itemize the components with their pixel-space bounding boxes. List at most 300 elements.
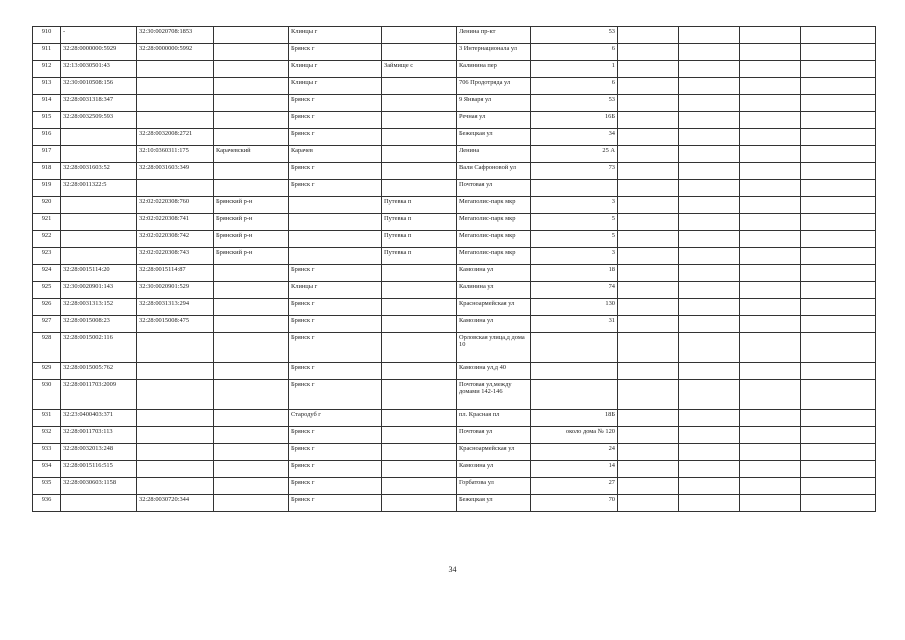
table-cell-c1: 32:28:0030603:1158 xyxy=(61,478,137,495)
table-cell-c4: Брянск г xyxy=(289,363,382,380)
table-cell-c6: Почтовая ул xyxy=(457,180,531,197)
table-cell-empty xyxy=(801,129,876,146)
table-cell-c4: Брянск г xyxy=(289,478,382,495)
table-cell-c6: Почтовая ул,между домами 142-146 xyxy=(457,380,531,410)
table-cell-c7: 25 А xyxy=(531,146,618,163)
table-cell-empty xyxy=(679,316,740,333)
table-cell-c4: Брянск г xyxy=(289,444,382,461)
table-cell-c7: 74 xyxy=(531,282,618,299)
table-cell-c6: Почтовая ул xyxy=(457,427,531,444)
table-cell-c7: 53 xyxy=(531,27,618,44)
table-cell-c6: Калинина пер xyxy=(457,61,531,78)
table-cell-c4: Брянск г xyxy=(289,461,382,478)
table-cell-c2 xyxy=(137,95,214,112)
table-cell-empty xyxy=(801,27,876,44)
table-cell-empty xyxy=(618,214,679,231)
table-cell-empty xyxy=(618,61,679,78)
table-row xyxy=(33,112,876,129)
table-cell-c1 xyxy=(61,248,137,265)
table-cell-empty xyxy=(679,146,740,163)
table-cell-c7: около дома № 120 xyxy=(531,427,618,444)
table-cell-c1: 32:28:0015008:23 xyxy=(61,316,137,333)
table-cell-empty xyxy=(801,333,876,363)
table-cell-n: 912 xyxy=(33,61,61,78)
table-cell-empty xyxy=(801,231,876,248)
table-cell-c6: Камозина ул xyxy=(457,316,531,333)
table-cell-empty xyxy=(618,231,679,248)
table-cell-n: 929 xyxy=(33,363,61,380)
table-cell-c7: 1 xyxy=(531,61,618,78)
table-cell-c6: Мегаполис-парк мкр xyxy=(457,197,531,214)
table-cell-empty xyxy=(618,248,679,265)
table-cell-c5: Займище с xyxy=(382,61,457,78)
table-cell-c4 xyxy=(289,214,382,231)
table-cell-empty xyxy=(679,248,740,265)
table-cell-empty xyxy=(801,363,876,380)
table-cell-empty xyxy=(679,444,740,461)
table-row xyxy=(33,363,876,380)
table-cell-empty xyxy=(801,495,876,512)
table-row xyxy=(33,248,876,265)
table-cell-empty xyxy=(618,299,679,316)
table-cell-n: 928 xyxy=(33,333,61,363)
table-cell-empty xyxy=(740,282,801,299)
table-cell-c7: 27 xyxy=(531,478,618,495)
table-cell-empty xyxy=(740,231,801,248)
table-cell-c7: 5 xyxy=(531,231,618,248)
table-cell-empty xyxy=(740,363,801,380)
table-cell-c6: Красноармейская ул xyxy=(457,299,531,316)
table-cell-c3 xyxy=(214,180,289,197)
table-cell-empty xyxy=(801,44,876,61)
table-cell-empty xyxy=(801,410,876,427)
table-cell-c5: Путевка п xyxy=(382,214,457,231)
table-cell-c6: Камозина ул,д 40 xyxy=(457,363,531,380)
table-cell-c3 xyxy=(214,333,289,363)
table-cell-c7: 70 xyxy=(531,495,618,512)
table-cell-empty xyxy=(618,363,679,380)
table-cell-empty xyxy=(618,95,679,112)
table-cell-empty xyxy=(740,129,801,146)
table-cell-c2 xyxy=(137,427,214,444)
table-cell-empty xyxy=(740,44,801,61)
table-cell-c4: Стародуб г xyxy=(289,410,382,427)
table-cell-empty xyxy=(740,410,801,427)
table-cell-n: 911 xyxy=(33,44,61,61)
table-cell-c7: 130 xyxy=(531,299,618,316)
table-cell-n: 917 xyxy=(33,146,61,163)
table-cell-c5 xyxy=(382,78,457,95)
table-cell-c4: Брянск г xyxy=(289,163,382,180)
table-cell-empty xyxy=(618,146,679,163)
table-cell-c4: Клинцы г xyxy=(289,27,382,44)
table-cell-c1: 32:28:0015116:515 xyxy=(61,461,137,478)
table-cell-c3: Карачевский xyxy=(214,146,289,163)
table-cell-c2 xyxy=(137,410,214,427)
table-cell-n: 925 xyxy=(33,282,61,299)
table-cell-c2: 32:28:0015114:87 xyxy=(137,265,214,282)
table-cell-empty xyxy=(801,78,876,95)
table-cell-empty xyxy=(679,363,740,380)
table-cell-c1: 32:28:0032509:593 xyxy=(61,112,137,129)
table-cell-empty xyxy=(679,214,740,231)
table-cell-c5 xyxy=(382,265,457,282)
table-cell-c3 xyxy=(214,112,289,129)
table-cell-c5 xyxy=(382,112,457,129)
table-cell-empty xyxy=(801,380,876,410)
table-cell-n: 931 xyxy=(33,410,61,427)
table-cell-empty xyxy=(679,478,740,495)
table-cell-c3 xyxy=(214,410,289,427)
table-cell-c5 xyxy=(382,495,457,512)
table-cell-c7: 14 xyxy=(531,461,618,478)
table-cell-c1: 32:28:0015002:116 xyxy=(61,333,137,363)
table-row xyxy=(33,214,876,231)
table-cell-n: 913 xyxy=(33,78,61,95)
table-cell-c2 xyxy=(137,180,214,197)
table-cell-c3 xyxy=(214,61,289,78)
table-cell-empty xyxy=(618,27,679,44)
table-cell-c7: 18 xyxy=(531,265,618,282)
table-cell-c4 xyxy=(289,248,382,265)
table-row xyxy=(33,27,876,44)
table-cell-empty xyxy=(740,333,801,363)
table-cell-c2 xyxy=(137,112,214,129)
table-cell-c1: 32:28:0015005:762 xyxy=(61,363,137,380)
table-cell-c6: Красноармейская ул xyxy=(457,444,531,461)
table-row xyxy=(33,427,876,444)
table-cell-c1: - xyxy=(61,27,137,44)
table-cell-empty xyxy=(801,180,876,197)
table-cell-n: 924 xyxy=(33,265,61,282)
table-cell-c3 xyxy=(214,461,289,478)
table-cell-empty xyxy=(618,44,679,61)
table-cell-c1: 32:28:0032013:248 xyxy=(61,444,137,461)
table-cell-empty xyxy=(618,129,679,146)
table-cell-c4: Карачев xyxy=(289,146,382,163)
table-cell-n: 930 xyxy=(33,380,61,410)
table-cell-empty xyxy=(679,410,740,427)
table-cell-empty xyxy=(740,265,801,282)
table-cell-c4: Клинцы г xyxy=(289,61,382,78)
table-cell-empty xyxy=(740,461,801,478)
table-cell-c3 xyxy=(214,265,289,282)
table-cell-n: 915 xyxy=(33,112,61,129)
table-cell-c3 xyxy=(214,44,289,61)
table-cell-empty xyxy=(801,163,876,180)
table-cell-c6: 9 Января ул xyxy=(457,95,531,112)
table-cell-c3 xyxy=(214,282,289,299)
table-cell-c6: Орловская улица,д дома 10 xyxy=(457,333,531,363)
table-cell-n: 936 xyxy=(33,495,61,512)
table-cell-c3: Брянский р-н xyxy=(214,231,289,248)
table-cell-empty xyxy=(679,197,740,214)
table-cell-c1: 32:23:0400403:371 xyxy=(61,410,137,427)
table-cell-c4: Брянск г xyxy=(289,180,382,197)
table-cell-c4 xyxy=(289,197,382,214)
table-cell-c3 xyxy=(214,495,289,512)
table-cell-empty xyxy=(740,27,801,44)
table-cell-c6: Мегаполис-парк мкр xyxy=(457,231,531,248)
table-cell-empty xyxy=(618,427,679,444)
table-cell-c2: 32:28:0015008:475 xyxy=(137,316,214,333)
table-cell-empty xyxy=(679,112,740,129)
table-cell-c6: Ленина xyxy=(457,146,531,163)
table-cell-empty xyxy=(801,299,876,316)
table-cell-c1: 32:13:0030501:43 xyxy=(61,61,137,78)
table-cell-n: 935 xyxy=(33,478,61,495)
table-cell-n: 932 xyxy=(33,427,61,444)
table-cell-c1: 32:28:0015114:20 xyxy=(61,265,137,282)
table-cell-c5 xyxy=(382,146,457,163)
table-cell-n: 927 xyxy=(33,316,61,333)
table-cell-empty xyxy=(740,163,801,180)
table-cell-empty xyxy=(618,380,679,410)
table-cell-empty xyxy=(740,180,801,197)
table-cell-empty xyxy=(801,95,876,112)
table-cell-empty xyxy=(740,444,801,461)
table-cell-empty xyxy=(679,180,740,197)
table-cell-c4: Брянск г xyxy=(289,299,382,316)
table-cell-c3 xyxy=(214,163,289,180)
table-row xyxy=(33,95,876,112)
table-cell-n: 933 xyxy=(33,444,61,461)
table-cell-c7: 6 xyxy=(531,44,618,61)
table-cell-c5: Путевка п xyxy=(382,231,457,248)
table-cell-c4: Брянск г xyxy=(289,95,382,112)
table-cell-c4: Брянск г xyxy=(289,316,382,333)
table-cell-c1: 32:30:0020901:143 xyxy=(61,282,137,299)
table-cell-empty xyxy=(740,112,801,129)
document-sheet xyxy=(32,26,875,512)
table-cell-c5 xyxy=(382,44,457,61)
table-cell-empty xyxy=(801,444,876,461)
table-cell-c3: Брянский р-н xyxy=(214,248,289,265)
table-cell-c1 xyxy=(61,129,137,146)
table-cell-c7: 24 xyxy=(531,444,618,461)
table-cell-c2 xyxy=(137,78,214,95)
table-cell-c1: 32:30:0010508:156 xyxy=(61,78,137,95)
table-cell-c2: 32:02:0220308:743 xyxy=(137,248,214,265)
table-cell-empty xyxy=(679,282,740,299)
table-cell-c7: 34 xyxy=(531,129,618,146)
table-cell-n: 910 xyxy=(33,27,61,44)
table-row xyxy=(33,197,876,214)
table-cell-c3 xyxy=(214,78,289,95)
table-cell-empty xyxy=(679,95,740,112)
table-row xyxy=(33,333,876,363)
table-cell-empty xyxy=(618,316,679,333)
table-cell-c6: 706 Продотряда ул xyxy=(457,78,531,95)
table-cell-empty xyxy=(679,265,740,282)
table-cell-c2: 32:28:0031313:294 xyxy=(137,299,214,316)
table-row xyxy=(33,129,876,146)
table-cell-empty xyxy=(801,214,876,231)
table-cell-c7: 16Б xyxy=(531,112,618,129)
table-cell-empty xyxy=(679,461,740,478)
table-cell-empty xyxy=(679,495,740,512)
table-cell-empty xyxy=(801,461,876,478)
table-cell-c5 xyxy=(382,316,457,333)
table-cell-c3 xyxy=(214,95,289,112)
table-cell-empty xyxy=(801,316,876,333)
table-cell-c6: Мегаполис-парк мкр xyxy=(457,248,531,265)
table-row xyxy=(33,78,876,95)
table-cell-c2: 32:10:0360311:175 xyxy=(137,146,214,163)
table-cell-c2: 32:02:0220308:741 xyxy=(137,214,214,231)
table-cell-c2 xyxy=(137,363,214,380)
table-cell-c2: 32:02:0220308:742 xyxy=(137,231,214,248)
table-cell-empty xyxy=(801,265,876,282)
table-cell-c2 xyxy=(137,478,214,495)
table-cell-c2 xyxy=(137,444,214,461)
table-cell-empty xyxy=(679,129,740,146)
table-cell-empty xyxy=(801,61,876,78)
table-cell-c7 xyxy=(531,180,618,197)
table-cell-c3: Брянский р-н xyxy=(214,214,289,231)
table-cell-c2: 32:30:0020901:529 xyxy=(137,282,214,299)
table-row xyxy=(33,146,876,163)
table-cell-c1 xyxy=(61,495,137,512)
table-cell-empty xyxy=(740,478,801,495)
table-cell-empty xyxy=(801,146,876,163)
table-cell-c6: Вали Сафроновой ул xyxy=(457,163,531,180)
table-row xyxy=(33,299,876,316)
table-cell-c3 xyxy=(214,299,289,316)
table-body xyxy=(33,27,876,512)
table-cell-c5: Путевка п xyxy=(382,248,457,265)
registry-table xyxy=(32,26,876,512)
table-cell-c2 xyxy=(137,461,214,478)
table-cell-empty xyxy=(740,248,801,265)
table-cell-empty xyxy=(740,316,801,333)
table-cell-empty xyxy=(801,197,876,214)
table-cell-c4: Брянск г xyxy=(289,44,382,61)
table-cell-c1: 32:28:0031313:152 xyxy=(61,299,137,316)
table-cell-c4: Брянск г xyxy=(289,129,382,146)
table-cell-c5: Путевка п xyxy=(382,197,457,214)
table-cell-c1 xyxy=(61,197,137,214)
table-cell-c6: Бежецкая ул xyxy=(457,129,531,146)
table-cell-n: 926 xyxy=(33,299,61,316)
table-cell-empty xyxy=(740,495,801,512)
table-cell-empty xyxy=(740,95,801,112)
table-cell-c1 xyxy=(61,214,137,231)
table-cell-c1: 32:28:0011703:113 xyxy=(61,427,137,444)
table-row xyxy=(33,180,876,197)
table-cell-c4: Брянск г xyxy=(289,495,382,512)
table-cell-c7: 73 xyxy=(531,163,618,180)
table-cell-c5 xyxy=(382,444,457,461)
table-cell-c2 xyxy=(137,333,214,363)
table-cell-n: 916 xyxy=(33,129,61,146)
table-cell-c5 xyxy=(382,478,457,495)
table-cell-empty xyxy=(618,180,679,197)
table-cell-c7 xyxy=(531,363,618,380)
table-cell-c3 xyxy=(214,380,289,410)
table-cell-c7 xyxy=(531,333,618,363)
table-cell-empty xyxy=(618,265,679,282)
table-row xyxy=(33,61,876,78)
table-cell-empty xyxy=(618,78,679,95)
table-cell-empty xyxy=(801,427,876,444)
table-cell-c2: 32:28:0030720:344 xyxy=(137,495,214,512)
table-cell-c1: 32:28:0031603:52 xyxy=(61,163,137,180)
table-cell-empty xyxy=(679,380,740,410)
table-cell-c7: 53 xyxy=(531,95,618,112)
table-cell-empty xyxy=(618,333,679,363)
table-cell-empty xyxy=(679,61,740,78)
table-cell-empty xyxy=(740,380,801,410)
table-cell-c3 xyxy=(214,27,289,44)
table-cell-c5 xyxy=(382,333,457,363)
table-cell-c7: 3 xyxy=(531,248,618,265)
table-row xyxy=(33,44,876,61)
table-cell-c7: 5 xyxy=(531,214,618,231)
table-cell-c5 xyxy=(382,27,457,44)
table-cell-empty xyxy=(618,495,679,512)
table-cell-empty xyxy=(801,112,876,129)
table-cell-c6: Бежецкая ул xyxy=(457,495,531,512)
table-cell-c6: Речная ул xyxy=(457,112,531,129)
table-cell-c4: Брянск г xyxy=(289,427,382,444)
table-cell-c5 xyxy=(382,363,457,380)
table-cell-c3 xyxy=(214,427,289,444)
table-cell-c2: 32:28:0000000:5992 xyxy=(137,44,214,61)
table-cell-empty xyxy=(740,61,801,78)
table-row xyxy=(33,461,876,478)
table-cell-c1 xyxy=(61,146,137,163)
table-row xyxy=(33,380,876,410)
table-cell-empty xyxy=(740,146,801,163)
table-cell-c1: 32:28:0011322:5 xyxy=(61,180,137,197)
table-cell-n: 919 xyxy=(33,180,61,197)
table-cell-n: 920 xyxy=(33,197,61,214)
table-cell-empty xyxy=(740,427,801,444)
table-cell-c6: Ленина пр-кт xyxy=(457,27,531,44)
table-cell-empty xyxy=(618,478,679,495)
table-cell-c5 xyxy=(382,299,457,316)
table-cell-c6: Камозина ул xyxy=(457,265,531,282)
table-cell-c7: 6 xyxy=(531,78,618,95)
table-cell-c4: Брянск г xyxy=(289,265,382,282)
table-row xyxy=(33,265,876,282)
table-cell-n: 934 xyxy=(33,461,61,478)
table-cell-c2 xyxy=(137,61,214,78)
table-row xyxy=(33,316,876,333)
table-cell-c2 xyxy=(137,380,214,410)
table-cell-empty xyxy=(679,333,740,363)
table-cell-c6: 3 Интернационала ул xyxy=(457,44,531,61)
table-cell-c6: Горбатова ул xyxy=(457,478,531,495)
table-row xyxy=(33,495,876,512)
table-cell-empty xyxy=(679,163,740,180)
table-cell-c5 xyxy=(382,380,457,410)
table-cell-n: 923 xyxy=(33,248,61,265)
table-cell-empty xyxy=(679,299,740,316)
table-cell-empty xyxy=(618,112,679,129)
table-cell-empty xyxy=(740,197,801,214)
table-cell-c3 xyxy=(214,129,289,146)
table-cell-c6: пл. Красная пл xyxy=(457,410,531,427)
table-cell-c2: 32:02:0220308:760 xyxy=(137,197,214,214)
table-row xyxy=(33,444,876,461)
table-cell-c3 xyxy=(214,444,289,461)
table-cell-c5 xyxy=(382,282,457,299)
table-cell-empty xyxy=(618,163,679,180)
table-cell-c6: Мегаполис-парк мкр xyxy=(457,214,531,231)
table-cell-c5 xyxy=(382,410,457,427)
